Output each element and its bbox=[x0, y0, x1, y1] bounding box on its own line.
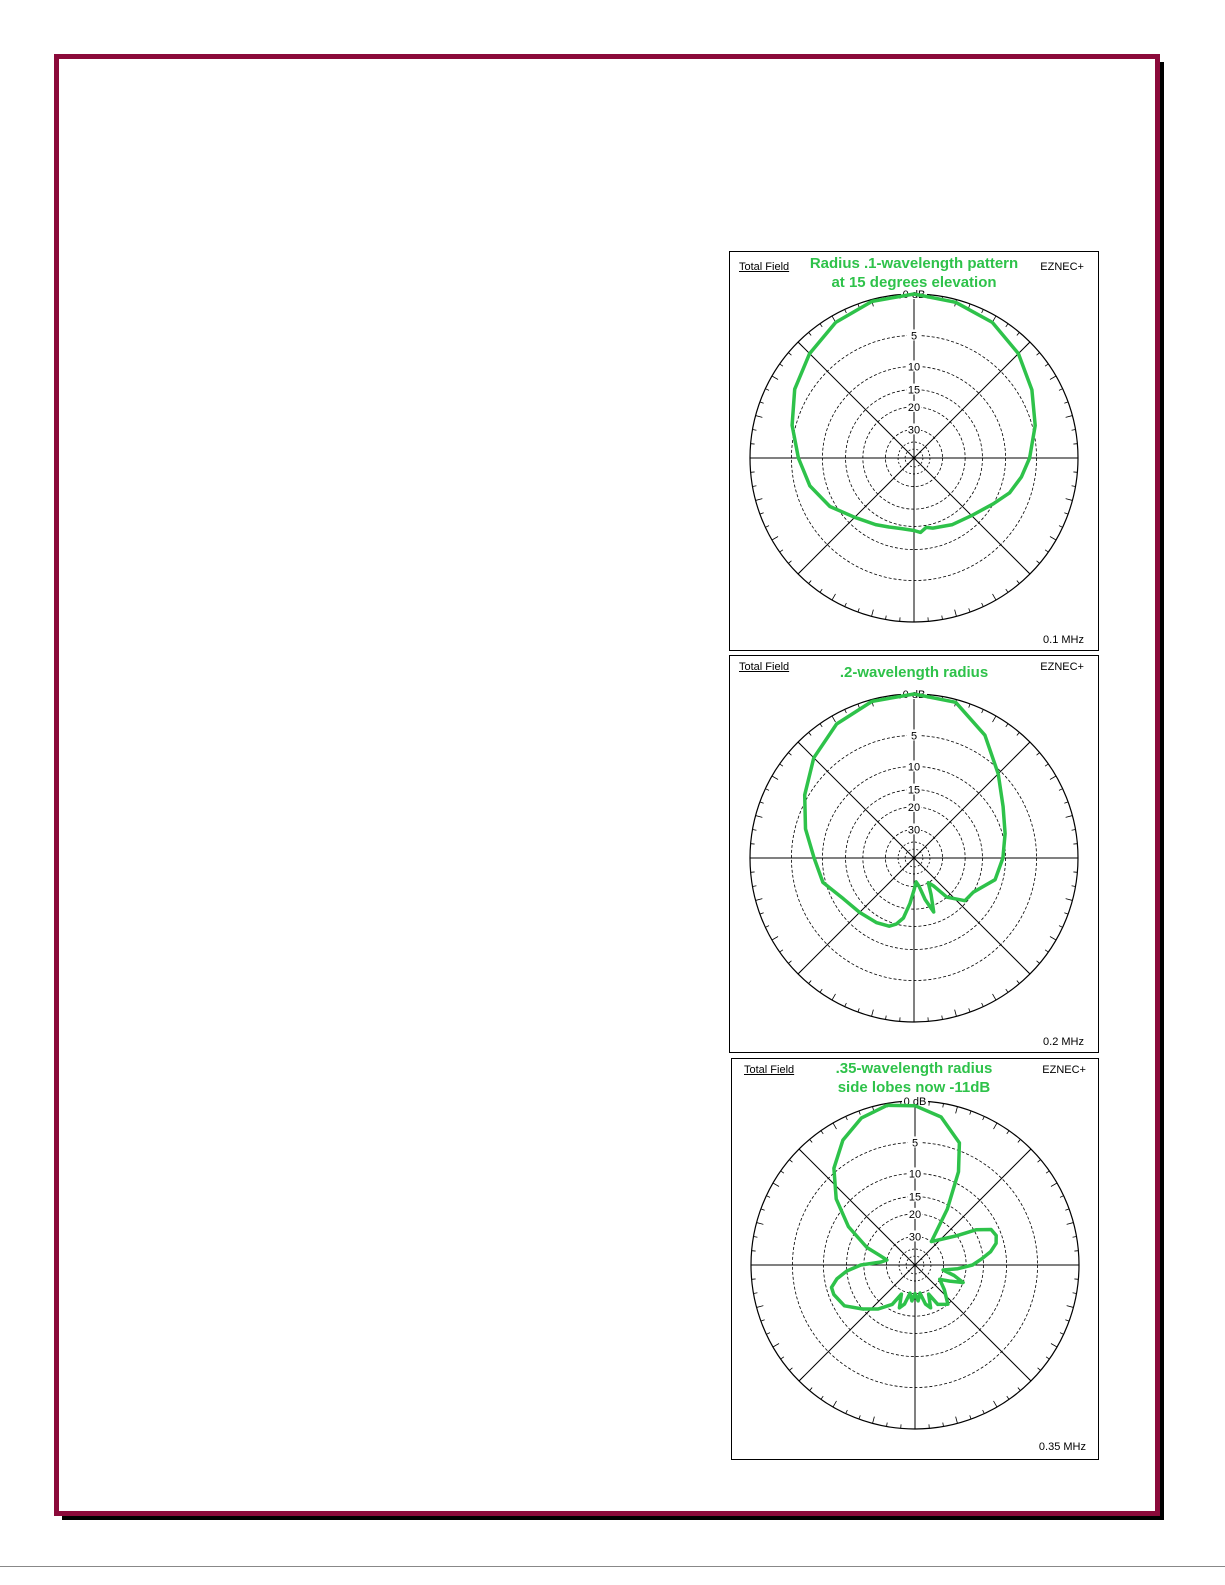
angle-tick bbox=[1072, 886, 1076, 887]
angle-tick bbox=[832, 716, 836, 722]
angle-tick bbox=[1046, 1171, 1049, 1173]
angle-tick bbox=[1018, 1388, 1021, 1391]
angle-tick bbox=[820, 324, 822, 327]
angle-tick bbox=[858, 608, 859, 612]
angle-tick bbox=[820, 989, 822, 992]
angle-tick bbox=[1050, 537, 1056, 541]
angle-tick bbox=[1067, 1306, 1074, 1308]
angle-tick bbox=[773, 1344, 779, 1348]
angle-tick bbox=[1006, 989, 1008, 992]
angle-tick bbox=[1045, 764, 1048, 766]
angle-tick bbox=[780, 364, 783, 366]
angle-tick bbox=[970, 1111, 971, 1115]
ring-label: 20 bbox=[907, 401, 921, 414]
angle-tick bbox=[1066, 899, 1073, 901]
angle-tick bbox=[858, 1008, 859, 1012]
angle-tick bbox=[1072, 830, 1076, 831]
ring-label: 15 bbox=[908, 1191, 922, 1204]
angle-tick bbox=[821, 1131, 823, 1134]
total-field-label: Total Field bbox=[739, 261, 790, 273]
angle-tick bbox=[821, 1396, 823, 1399]
frequency-label: 0.2 MHz bbox=[1043, 1036, 1084, 1048]
angle-tick bbox=[886, 616, 887, 620]
angle-tick bbox=[956, 1417, 958, 1424]
angle-tick bbox=[982, 1003, 984, 1007]
angle-tick bbox=[1006, 724, 1008, 727]
angle-tick bbox=[1050, 776, 1056, 780]
angle-tick bbox=[780, 550, 783, 552]
angle-tick bbox=[1045, 364, 1048, 366]
ring-label: 15 bbox=[907, 384, 921, 397]
angle-tick bbox=[1050, 376, 1056, 380]
angle-tick bbox=[872, 610, 874, 617]
angle-tick bbox=[859, 1415, 860, 1419]
ring-label: 5 bbox=[910, 730, 918, 743]
angle-tick bbox=[760, 513, 764, 514]
angle-tick bbox=[955, 1010, 957, 1017]
angle-tick bbox=[752, 430, 756, 431]
polar-chart-svg bbox=[732, 1059, 1098, 1459]
angle-tick bbox=[1007, 1396, 1009, 1399]
angle-tick bbox=[772, 776, 778, 780]
angle-tick bbox=[761, 1320, 765, 1321]
angle-tick bbox=[766, 1333, 770, 1335]
angle-tick bbox=[983, 1116, 985, 1120]
angle-tick bbox=[982, 309, 984, 313]
angle-tick bbox=[765, 789, 769, 791]
angle-tick bbox=[1051, 1183, 1057, 1187]
angle-tick bbox=[757, 1223, 764, 1225]
angle-tick bbox=[1060, 1333, 1064, 1335]
angle-tick bbox=[809, 981, 812, 984]
angle-tick bbox=[1037, 753, 1040, 756]
angle-tick bbox=[845, 603, 847, 607]
angle-tick bbox=[760, 802, 764, 803]
angle-tick bbox=[1018, 1139, 1021, 1142]
angle-tick bbox=[832, 594, 836, 600]
angle-tick bbox=[761, 1209, 765, 1210]
angle-tick bbox=[845, 709, 847, 713]
angle-tick bbox=[845, 1003, 847, 1007]
angle-tick bbox=[752, 486, 756, 487]
angle-tick bbox=[780, 764, 783, 766]
angle-tick bbox=[1045, 550, 1048, 552]
angle-tick bbox=[994, 1123, 998, 1129]
angle-tick bbox=[1017, 581, 1020, 584]
frequency-label: 0.35 MHz bbox=[1038, 1441, 1086, 1453]
angle-tick bbox=[846, 1116, 848, 1120]
angle-tick bbox=[788, 753, 791, 756]
angle-tick bbox=[969, 1008, 970, 1012]
angle-tick bbox=[753, 1293, 757, 1294]
ring-label: 30 bbox=[907, 424, 921, 437]
ring-label: 15 bbox=[907, 784, 921, 797]
polar-plot-panel-1 bbox=[729, 251, 1099, 651]
chart-title: .35-wavelength radius side lobes now -11dB bbox=[835, 1060, 993, 1096]
angle-tick bbox=[983, 1410, 985, 1414]
angle-tick bbox=[1072, 486, 1076, 487]
angle-tick bbox=[969, 608, 970, 612]
chart-title: .2-wavelength radius bbox=[839, 664, 989, 681]
ring-label: 0 dB bbox=[903, 1096, 927, 1108]
angle-tick bbox=[1017, 981, 1020, 984]
angle-tick bbox=[772, 376, 778, 380]
ring-label: 5 bbox=[910, 330, 918, 343]
eznec-label: EZNEC+ bbox=[1042, 1064, 1086, 1076]
angle-tick bbox=[1059, 926, 1063, 928]
angle-tick bbox=[810, 1139, 813, 1142]
ring-label: 0 dB bbox=[902, 289, 926, 301]
angle-tick bbox=[1006, 324, 1008, 327]
angle-tick bbox=[955, 610, 957, 617]
angle-tick bbox=[809, 332, 812, 335]
angle-tick bbox=[789, 1160, 792, 1163]
angle-tick bbox=[1037, 561, 1040, 564]
angle-tick bbox=[1050, 937, 1056, 941]
ring-label: 10 bbox=[907, 361, 921, 374]
angle-tick bbox=[956, 1107, 958, 1114]
chart-title: Radius .1-wavelength pattern at 15 degrees elevation bbox=[809, 255, 1019, 291]
angle-tick bbox=[788, 961, 791, 964]
angle-tick bbox=[969, 304, 970, 308]
angle-tick bbox=[1017, 332, 1020, 335]
angle-tick bbox=[993, 994, 997, 1000]
angle-tick bbox=[833, 1401, 837, 1407]
angle-tick bbox=[781, 1171, 784, 1173]
angle-tick bbox=[969, 704, 970, 708]
total-field-label: Total Field bbox=[744, 1064, 795, 1076]
angle-tick bbox=[788, 561, 791, 564]
ring-label: 30 bbox=[908, 1231, 922, 1244]
angle-tick bbox=[1037, 961, 1040, 964]
angle-tick bbox=[756, 899, 763, 901]
angle-tick bbox=[752, 830, 756, 831]
angle-tick bbox=[820, 724, 822, 727]
angle-tick bbox=[1046, 1357, 1049, 1359]
angle-tick bbox=[1073, 1237, 1077, 1238]
angle-tick bbox=[1059, 789, 1063, 791]
angle-tick bbox=[765, 389, 769, 391]
angle-tick bbox=[1059, 526, 1063, 528]
angle-tick bbox=[753, 1237, 757, 1238]
radiation-pattern-trace bbox=[805, 694, 1005, 926]
angle-tick bbox=[832, 994, 836, 1000]
angle-tick bbox=[846, 1410, 848, 1414]
frequency-label: 0.1 MHz bbox=[1043, 634, 1084, 646]
angle-tick bbox=[760, 913, 764, 914]
angle-tick bbox=[756, 499, 763, 501]
angle-tick bbox=[772, 937, 778, 941]
angle-tick bbox=[1067, 1223, 1074, 1225]
total-field-label: Total Field bbox=[739, 661, 790, 673]
angle-tick bbox=[1073, 1293, 1077, 1294]
angle-tick bbox=[1066, 816, 1073, 818]
polar-chart-svg bbox=[730, 656, 1098, 1052]
angle-tick bbox=[886, 1016, 887, 1020]
angle-tick bbox=[772, 537, 778, 541]
angle-tick bbox=[757, 1306, 764, 1308]
angle-tick bbox=[1066, 499, 1073, 501]
angle-tick bbox=[1064, 513, 1068, 514]
angle-tick bbox=[859, 1111, 860, 1115]
eznec-label: EZNEC+ bbox=[1040, 661, 1084, 673]
ring-label: 30 bbox=[907, 824, 921, 837]
angle-tick bbox=[1017, 732, 1020, 735]
angle-tick bbox=[1072, 430, 1076, 431]
angle-tick bbox=[756, 816, 763, 818]
angle-tick bbox=[1038, 1160, 1041, 1163]
angle-tick bbox=[789, 1368, 792, 1371]
angle-tick bbox=[993, 716, 997, 722]
angle-tick bbox=[810, 1388, 813, 1391]
angle-tick bbox=[1051, 1344, 1057, 1348]
angle-tick bbox=[887, 1423, 888, 1427]
angle-tick bbox=[943, 1103, 944, 1107]
polar-plot-panel-3 bbox=[731, 1058, 1099, 1460]
angle-tick bbox=[1064, 402, 1068, 403]
angle-tick bbox=[765, 526, 769, 528]
angle-tick bbox=[942, 616, 943, 620]
angle-tick bbox=[942, 1016, 943, 1020]
angle-tick bbox=[1006, 589, 1008, 592]
ring-label: 20 bbox=[907, 801, 921, 814]
angle-tick bbox=[872, 1010, 874, 1017]
angle-tick bbox=[858, 704, 859, 708]
angle-tick bbox=[993, 594, 997, 600]
angle-tick bbox=[1066, 416, 1073, 418]
angle-tick bbox=[1037, 353, 1040, 356]
angle-tick bbox=[1060, 1196, 1064, 1198]
polar-chart-svg bbox=[730, 252, 1098, 650]
angle-tick bbox=[781, 1357, 784, 1359]
angle-tick bbox=[760, 402, 764, 403]
angle-tick bbox=[982, 709, 984, 713]
angle-tick bbox=[943, 1423, 944, 1427]
angle-tick bbox=[970, 1415, 971, 1419]
angle-tick bbox=[833, 1123, 837, 1129]
angle-tick bbox=[873, 1417, 875, 1424]
ring-label: 10 bbox=[907, 761, 921, 774]
angle-tick bbox=[766, 1196, 770, 1198]
polar-plot-panel-2 bbox=[729, 655, 1099, 1053]
angle-tick bbox=[773, 1183, 779, 1187]
ring-label: 10 bbox=[908, 1168, 922, 1181]
angle-tick bbox=[780, 950, 783, 952]
angle-tick bbox=[1045, 950, 1048, 952]
angle-tick bbox=[1059, 389, 1063, 391]
page-bottom-rule bbox=[0, 1566, 1225, 1567]
angle-tick bbox=[994, 1401, 998, 1407]
angle-tick bbox=[982, 603, 984, 607]
ring-label: 20 bbox=[908, 1208, 922, 1221]
angle-tick bbox=[1064, 913, 1068, 914]
angle-tick bbox=[752, 886, 756, 887]
angle-tick bbox=[1064, 802, 1068, 803]
angle-tick bbox=[788, 353, 791, 356]
ring-label: 0 dB bbox=[902, 689, 926, 701]
angle-tick bbox=[756, 416, 763, 418]
angle-tick bbox=[1038, 1368, 1041, 1371]
angle-tick bbox=[809, 732, 812, 735]
angle-tick bbox=[765, 926, 769, 928]
radiation-pattern-trace bbox=[832, 1105, 997, 1309]
angle-tick bbox=[1007, 1131, 1009, 1134]
angle-tick bbox=[845, 309, 847, 313]
angle-tick bbox=[809, 581, 812, 584]
angle-tick bbox=[820, 589, 822, 592]
angle-tick bbox=[1065, 1209, 1069, 1210]
angle-tick bbox=[1065, 1320, 1069, 1321]
ring-label: 5 bbox=[911, 1137, 919, 1150]
eznec-label: EZNEC+ bbox=[1040, 261, 1084, 273]
